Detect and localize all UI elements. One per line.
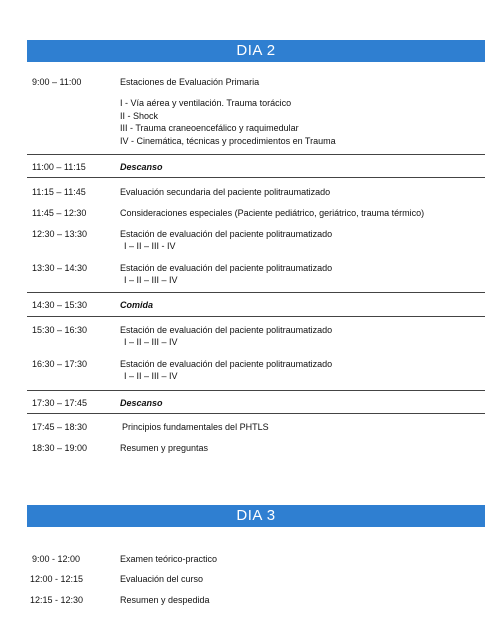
time-label: 12:00 - 12:15 — [30, 574, 84, 584]
stations-sub: I – II – III – IV — [124, 275, 178, 285]
activity-label: Evaluación del curso — [120, 574, 204, 584]
stations-sub: I – II – III - IV — [124, 241, 176, 251]
time-label: 12:15 - 12:30 — [30, 595, 84, 605]
activity-label: Consideraciones especiales (Paciente pediátrico, geriátrico, trauma térmico) — [120, 208, 425, 218]
time-label: 11:15 – 11:45 — [32, 187, 86, 197]
day2-banner: DIA 2 — [27, 40, 485, 62]
divider — [27, 390, 485, 391]
time-label: 17:30 – 17:45 — [32, 398, 88, 408]
meal-label: Comida — [120, 300, 154, 310]
station-item: I - Vía aérea y ventilación. Trauma torácico — [120, 98, 292, 108]
time-label: 18:30 – 19:00 — [32, 443, 88, 453]
day3-banner: DIA 3 — [27, 505, 485, 527]
divider — [27, 413, 485, 414]
time-label: 12:30 – 13:30 — [32, 229, 88, 239]
divider — [27, 154, 485, 155]
divider — [27, 177, 485, 178]
activity-label: Resumen y despedida — [120, 595, 210, 605]
divider — [27, 316, 485, 317]
time-label: 11:45 – 12:30 — [32, 208, 87, 218]
activity-label: Examen teórico-practico — [120, 554, 218, 564]
activity-label: Principios fundamentales del PHTLS — [122, 422, 269, 432]
stations-sub: I – II – III – IV — [124, 337, 178, 347]
time-label: 13:30 – 14:30 — [32, 263, 88, 273]
activity-title: Estación de evaluación del paciente politraumatizado — [120, 325, 333, 335]
station-list — [120, 97, 336, 147]
time-label: 9:00 - 12:00 — [32, 554, 81, 564]
station-item: IV - Cinemática, técnicas y procedimientos en Trauma — [120, 135, 336, 146]
station-item: II - Shock — [120, 110, 159, 121]
activity-label — [120, 262, 332, 286]
break-label: Descanso — [120, 162, 163, 172]
break-label: Descanso — [120, 398, 163, 408]
activity-label — [120, 358, 332, 382]
station-item: III - Trauma craneoencefálico y raquimedular — [120, 123, 299, 133]
activity-title: Estación de evaluación del paciente politraumatizado — [120, 229, 333, 239]
activity-title: Estación de evaluación del paciente politraumatizado — [120, 359, 333, 369]
activity-label: Resumen y preguntas — [120, 443, 209, 453]
activity-title: Estación de evaluación del paciente politraumatizado — [120, 263, 333, 273]
activity-label: Evaluación secundaria del paciente politraumatizado — [120, 187, 331, 197]
activity-label — [120, 228, 332, 252]
time-label: 16:30 – 17:30 — [32, 359, 88, 369]
time-label: 17:45 – 18:30 — [32, 422, 88, 432]
time-label: 15:30 – 16:30 — [32, 325, 88, 335]
stations-sub: I – II – III – IV — [124, 371, 178, 381]
time-label: 9:00 – 11:00 — [32, 77, 82, 87]
divider — [27, 292, 485, 293]
time-label: 14:30 – 15:30 — [32, 300, 88, 310]
activity-label — [120, 324, 332, 348]
activity-label: Estaciones de Evaluación Primaria — [120, 77, 260, 87]
time-label: 11:00 – 11:15 — [32, 162, 86, 172]
